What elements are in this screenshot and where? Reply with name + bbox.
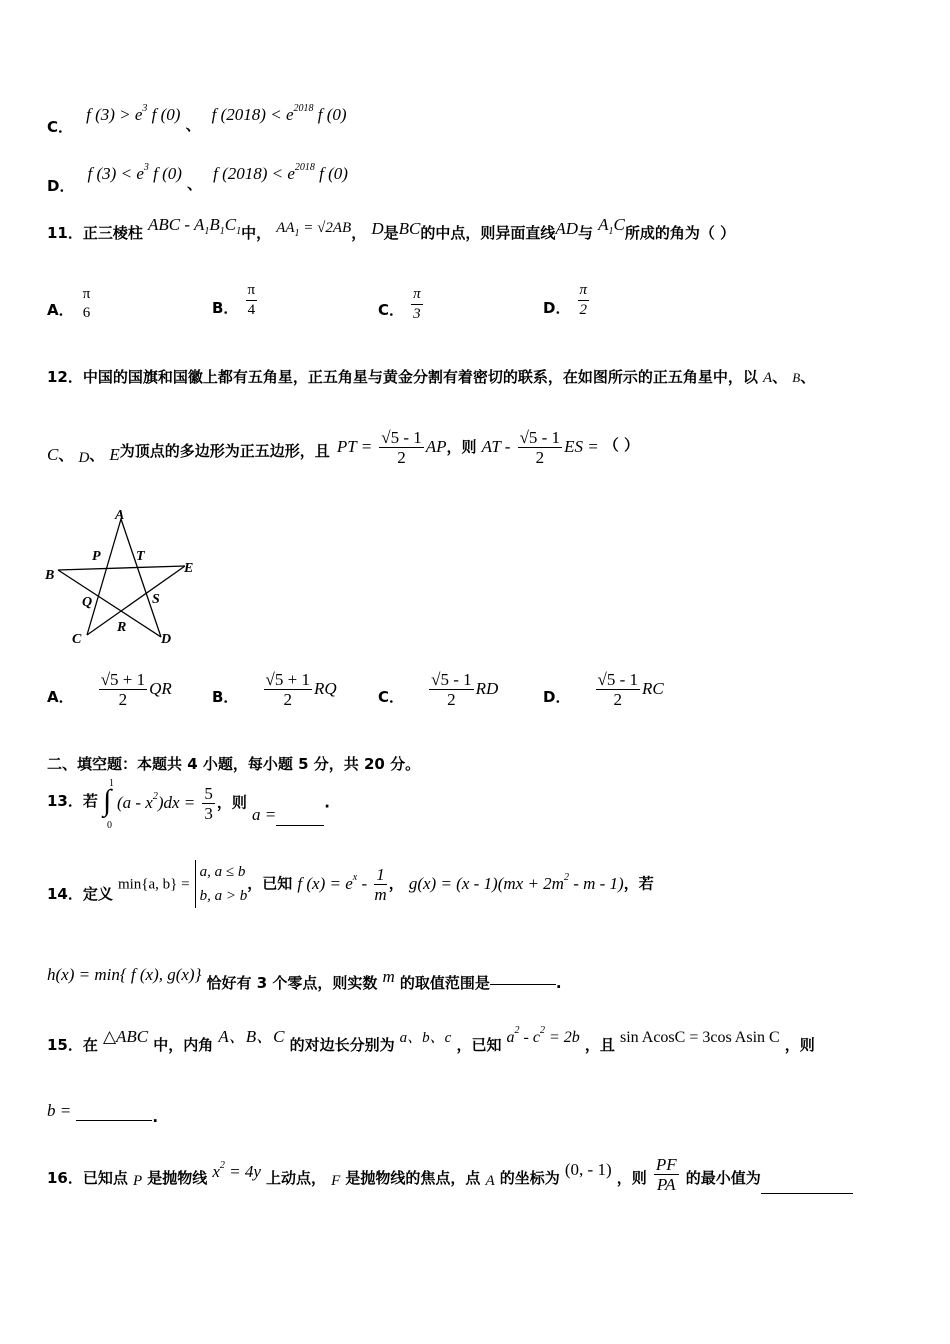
star-label-b: B: [45, 568, 55, 583]
q11-option-a: A． π 6: [47, 286, 91, 321]
star-label-t: T: [136, 549, 145, 564]
q10-option-d: D． f $(3) < e^3$ f (0) 、 f $(2018) < e^{2018}$ f (0): [47, 162, 348, 195]
question-16: 16．已知点 P 是抛物线 $x^2 = 4y$ 上动点， F 是抛物线的焦点，点 A 的坐标为 (0, - 1) ，则 $\frac{PF}{PA}$ 的最小值为: [47, 1155, 853, 1194]
star-label-c: C: [72, 632, 82, 647]
q12-option-a: A． $\frac{√5 + 1}{2}$ QR: [47, 670, 172, 709]
answer-blank: [761, 1163, 853, 1194]
star-label-s: S: [152, 592, 160, 607]
question-11: 11．正三棱柱 ABC - $A_1B_1C_1$中， $AA_1 = √2AB$， D是BC的中点，则异面直线AD与 $A_1C$所成的角为（ ）: [47, 215, 736, 242]
question-12-line1: 12．中国的国旗和国徽上都有五角星，正五角星与黄金分割有着密切的联系，在如图所示的正五角星中，以 A、 B、: [47, 368, 816, 386]
question-14-line1: 14．定义 min{a, b} = a, a ≤ b b, a > b ，已知 f $(x) = e^x$ - $\frac{1}{m}$ ， $g(x) = (x - 1)(mx + 2m^2 - m - 1)$，若: [47, 860, 654, 908]
answer-blank: [276, 815, 324, 826]
answer-blank: [490, 958, 556, 985]
question-12-line2: C、 D、 E为顶点的多边形为正五边形，且 PT = $\frac{√5 - 1}{2}$ AP，则 AT - $\frac{√5 - 1}{2}$ ES = （ ）: [47, 428, 639, 467]
q11-option-c: C． $\frac{\pi}{3}$: [378, 286, 421, 322]
star-label-r: R: [117, 620, 127, 635]
question-14-line2: h(x) = min{ f (x), g(x)} 恰好有 3 个零点，则实数 m 的取值范围是 .: [47, 958, 562, 985]
star-edge-a-d: [121, 519, 161, 637]
section-2-title: 二、填空题：本题共 4 小题，每小题 5 分，共 20 分。: [47, 755, 421, 773]
q12-option-b: B． $\frac{√5 + 1}{2}$ RQ: [212, 670, 337, 709]
star-label-d: D: [161, 632, 172, 647]
pentagram-figure: [40, 505, 210, 650]
q12-option-c: C． $\frac{√5 - 1}{2}$ RD: [378, 670, 499, 709]
q11-option-d: D． $\frac{\pi}{2}$: [543, 282, 588, 318]
star-label-a: A: [115, 508, 125, 523]
star-edge-b-d: [58, 570, 161, 637]
answer-blank: [76, 1094, 152, 1121]
question-15-line2: b = .: [47, 1094, 158, 1121]
q11-option-b: B． $\frac{\pi}{4}$: [212, 282, 256, 318]
option-label: D．: [47, 177, 75, 195]
star-edge-b-e: [58, 566, 185, 570]
option-label: C．: [47, 118, 74, 136]
question-15-line1: 15．在 △ABC 中，内角 A、B、C 的对边长分别为 a、b、c ，已知 $a^2 - c^2 = 2b$ ，且 sin AcosC = 3cos Asin C ，则: [47, 1025, 815, 1054]
star-label-q: Q: [82, 595, 93, 610]
star-edge-a-c: [87, 519, 121, 635]
q10-option-c: C． f $(3) > e^3$ f (0) 、 f $(2018) < e^{2018}$ f (0): [47, 103, 347, 136]
star-label-p: P: [92, 549, 101, 564]
star-edge-c-e: [87, 566, 185, 635]
star-label-e: E: [184, 561, 194, 576]
q12-option-d: D． $\frac{√5 - 1}{2}$ RC: [543, 670, 664, 709]
question-13: 13．若 1 ∫ 0 $(a - x^2)dx$ = $\frac{5}{3}$ ，则 a =.: [47, 778, 330, 831]
